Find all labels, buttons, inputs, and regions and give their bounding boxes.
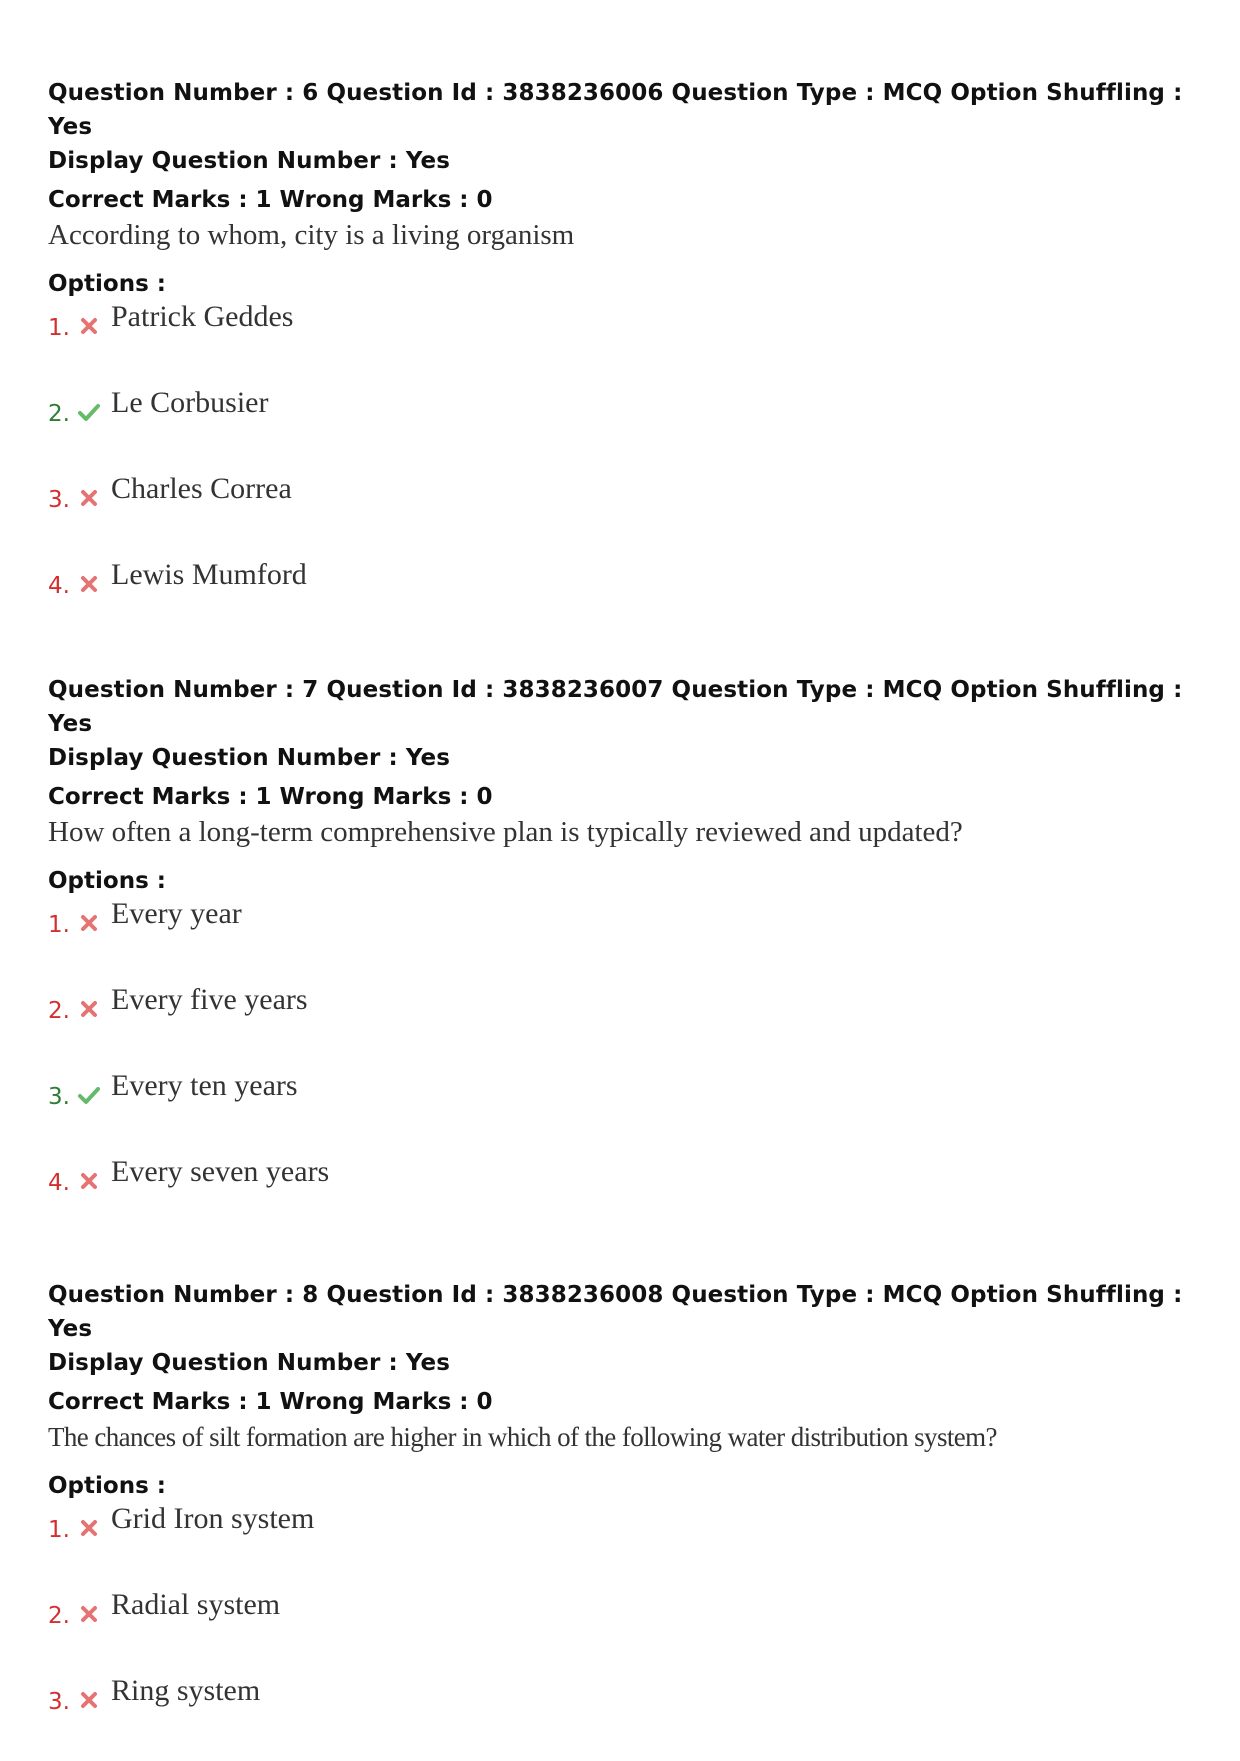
option-number: 3.	[48, 487, 70, 513]
option-2	[48, 984, 1198, 1070]
option-text: Ring system	[111, 1674, 261, 1707]
option-text: Charles Correa	[111, 472, 292, 505]
option-text: Every year	[111, 897, 242, 930]
question-8	[48, 1278, 1198, 1761]
question-meta: Question Number : 7 Question Id : 3838236007 Question Type : MCQ Option Shuffling : Yes	[48, 677, 1183, 737]
option-text: Patrick Geddes	[111, 300, 294, 333]
display-question-number: Display Question Number : Yes	[48, 148, 451, 174]
option-number: 3.	[48, 1689, 70, 1715]
option-number: 1.	[48, 912, 70, 938]
cross-icon	[78, 1170, 100, 1192]
check-icon	[78, 401, 100, 423]
question-marks: Correct Marks : 1 Wrong Marks : 0	[48, 1389, 493, 1415]
option-number: 4.	[48, 573, 70, 599]
option-number: 1.	[48, 1517, 70, 1543]
option-4	[48, 559, 1198, 645]
option-3	[48, 1070, 1198, 1156]
question-text: The chances of silt formation are higher in which of the following water distribution system?	[48, 1422, 997, 1452]
option-3	[48, 473, 1198, 559]
option-3	[48, 1675, 1198, 1761]
option-2	[48, 1589, 1198, 1675]
option-4	[48, 1156, 1198, 1242]
display-question-number: Display Question Number : Yes	[48, 745, 451, 771]
options-label: Options :	[48, 1473, 166, 1499]
question-6	[48, 76, 1198, 673]
option-text: Lewis Mumford	[111, 558, 307, 591]
cross-icon	[78, 1689, 100, 1711]
question-marks: Correct Marks : 1 Wrong Marks : 0	[48, 784, 493, 810]
question-marks: Correct Marks : 1 Wrong Marks : 0	[48, 187, 493, 213]
option-text: Every five years	[111, 983, 308, 1016]
options-label: Options :	[48, 271, 166, 297]
option-text: Every seven years	[111, 1155, 330, 1188]
cross-icon	[78, 998, 100, 1020]
option-text: Le Corbusier	[111, 386, 269, 419]
option-1	[48, 898, 1198, 984]
question-paper	[48, 76, 1198, 1761]
option-1	[48, 301, 1198, 387]
option-number: 2.	[48, 401, 70, 427]
question-meta: Question Number : 6 Question Id : 3838236006 Question Type : MCQ Option Shuffling : Yes	[48, 80, 1183, 140]
cross-icon	[78, 573, 100, 595]
option-text: Radial system	[111, 1588, 281, 1621]
question-text: How often a long-term comprehensive plan is typically reviewed and updated?	[48, 816, 963, 848]
option-number: 4.	[48, 1170, 70, 1196]
display-question-number: Display Question Number : Yes	[48, 1350, 451, 1376]
options-list	[48, 898, 1198, 1242]
options-list	[48, 1503, 1198, 1761]
option-1	[48, 1503, 1198, 1589]
cross-icon	[78, 315, 100, 337]
options-label: Options :	[48, 868, 166, 894]
check-icon	[78, 1084, 100, 1106]
question-meta: Question Number : 8 Question Id : 3838236008 Question Type : MCQ Option Shuffling : Yes	[48, 1282, 1183, 1342]
option-text: Every ten years	[111, 1069, 298, 1102]
cross-icon	[78, 1517, 100, 1539]
option-number: 2.	[48, 998, 70, 1024]
question-7	[48, 673, 1198, 1278]
option-number: 2.	[48, 1603, 70, 1629]
options-list	[48, 301, 1198, 645]
option-2	[48, 387, 1198, 473]
cross-icon	[78, 487, 100, 509]
cross-icon	[78, 1603, 100, 1625]
cross-icon	[78, 912, 100, 934]
question-text: According to whom, city is a living organism	[48, 219, 575, 251]
option-number: 3.	[48, 1084, 70, 1110]
option-text: Grid Iron system	[111, 1502, 315, 1535]
option-number: 1.	[48, 315, 70, 341]
